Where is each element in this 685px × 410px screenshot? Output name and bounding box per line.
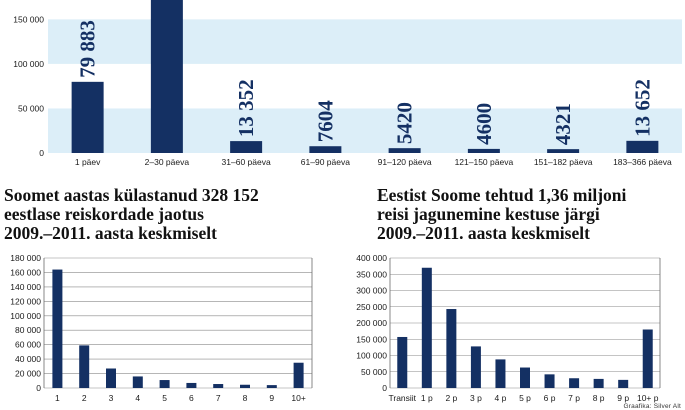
x-tick-label: 5 p: [519, 393, 531, 403]
chart-title-trips: [4, 185, 259, 243]
bar: [79, 345, 89, 388]
x-tick-label: 6: [189, 393, 194, 403]
chart-trips-per-person: [10, 253, 312, 403]
grid-bands: [48, 19, 682, 153]
x-tick-label: 5: [162, 393, 167, 403]
y-axis-ticks: [13, 14, 44, 158]
x-tick-label: 4: [135, 393, 141, 403]
y-tick-label: 180 000: [10, 253, 41, 263]
bar: [495, 359, 505, 388]
title-line-2: eestlase reiskordade jaotus: [4, 204, 204, 224]
x-tick-label: 3: [108, 393, 114, 403]
y-tick-label: 160 000: [10, 267, 41, 278]
x-tick-label: 7 p: [568, 393, 581, 403]
bar: [133, 376, 143, 388]
bar: [160, 380, 170, 388]
x-tick-label: 9 p: [617, 393, 630, 403]
x-tick-label: 4 p: [494, 393, 507, 403]
data-label: 7604: [313, 100, 338, 143]
bar: [72, 82, 104, 153]
x-tick-label: 10+: [291, 393, 306, 403]
title-line-3: 2009.–2011. aasta keskmiselt: [377, 223, 590, 243]
y-tick-label: 20 000: [15, 368, 41, 379]
x-tick-label: 8 p: [592, 393, 605, 403]
x-tick-label: 2: [81, 393, 87, 403]
y-tick-label: 100 000: [13, 58, 44, 69]
y-tick-label: 50 000: [18, 103, 44, 114]
x-tick-label: 9: [269, 393, 275, 403]
x-tick-label: 10+ p: [636, 393, 659, 403]
y-tick-label: 200 000: [356, 318, 387, 328]
chart-stay-duration: [13, 0, 682, 167]
x-tick-label: 7: [215, 393, 221, 403]
y-tick-label: 140 000: [10, 281, 41, 292]
x-tick-label: 1 päev: [74, 157, 101, 167]
y-tick-label: 300 000: [356, 285, 387, 296]
y-axis-ticks: [356, 253, 387, 393]
x-tick-label: 121–150 päeva: [454, 157, 514, 167]
y-tick-label: 80 000: [15, 325, 41, 336]
x-tick-label: 151–182 päeva: [533, 157, 593, 167]
y-tick-label: 400 000: [356, 253, 387, 263]
bar: [520, 368, 530, 388]
y-tick-label: 150 000: [356, 334, 387, 345]
bar: [294, 363, 304, 388]
bar: [151, 0, 183, 153]
bar: [545, 374, 555, 388]
x-tick-label: Transiit: [388, 393, 417, 403]
x-tick-label: 8: [242, 393, 248, 403]
grid-band: [48, 108, 682, 153]
x-tick-label: 3 p: [469, 393, 482, 403]
y-tick-label: 350 000: [356, 269, 387, 280]
y-tick-label: 120 000: [10, 296, 41, 307]
x-axis-ticks: [388, 393, 658, 403]
title-line-2: reisi jagunemine kestuse järgi: [377, 204, 600, 224]
x-tick-label: 6 p: [543, 393, 556, 403]
bar: [594, 379, 604, 388]
bar: [52, 270, 62, 388]
y-tick-label: 150 000: [13, 14, 44, 25]
y-tick-label: 0: [39, 148, 44, 158]
x-tick-label: 1: [55, 393, 60, 403]
y-tick-label: 0: [382, 383, 387, 393]
x-tick-label: 1 p: [420, 393, 433, 403]
bar: [106, 369, 116, 389]
y-axis-ticks: [10, 253, 41, 393]
bar: [389, 148, 421, 153]
bar: [626, 141, 658, 153]
bar: [468, 149, 500, 153]
data-label: 4321: [551, 103, 576, 146]
x-tick-label: 2–30 päeva: [144, 157, 190, 167]
data-label: 4600: [471, 102, 496, 145]
chart-trip-duration: [356, 253, 660, 403]
x-tick-label: 31–60 päeva: [221, 157, 271, 167]
bars: [397, 268, 652, 388]
bars: [52, 270, 303, 388]
bar: [213, 384, 223, 388]
bar: [618, 380, 628, 388]
data-label: 79 883: [75, 20, 100, 78]
y-tick-label: 100 000: [356, 350, 387, 361]
data-label: 13 652: [630, 79, 655, 137]
data-label: 13 352: [234, 79, 259, 138]
y-tick-label: 250 000: [356, 301, 387, 312]
bar: [240, 385, 250, 388]
bar: [446, 309, 456, 388]
bar: [422, 268, 432, 388]
chart-title-duration: [377, 185, 627, 243]
grid-band: [48, 19, 682, 64]
bar: [471, 346, 481, 388]
x-tick-label: 2 p: [445, 393, 458, 403]
x-tick-label: 61–90 päeva: [300, 157, 350, 167]
title-line-3: 2009.–2011. aasta keskmiselt: [4, 223, 217, 243]
x-tick-label: 183–366 päeva: [613, 157, 672, 167]
x-axis-ticks: [75, 157, 672, 167]
data-label: 5420: [392, 102, 417, 145]
title-line-1: Eestist Soome tehtud 1,36 miljoni: [377, 185, 627, 205]
title-line-1: Soomet aastas külastanud 328 152: [4, 185, 259, 205]
bar: [230, 141, 262, 153]
y-tick-label: 40 000: [15, 354, 41, 365]
bar: [397, 337, 407, 388]
y-tick-label: 100 000: [10, 310, 41, 321]
x-axis-ticks: [55, 393, 306, 403]
bar: [569, 378, 579, 388]
y-tick-label: 50 000: [361, 366, 387, 377]
x-tick-label: 91–120 päeva: [377, 157, 432, 167]
y-tick-label: 0: [36, 383, 41, 393]
y-tick-label: 60 000: [15, 339, 41, 350]
bar: [186, 383, 196, 388]
bar: [643, 330, 653, 389]
bar: [309, 146, 341, 153]
bar: [547, 149, 579, 153]
bar: [267, 385, 277, 388]
credit-text: Graafika: Silver Alt: [623, 403, 681, 410]
